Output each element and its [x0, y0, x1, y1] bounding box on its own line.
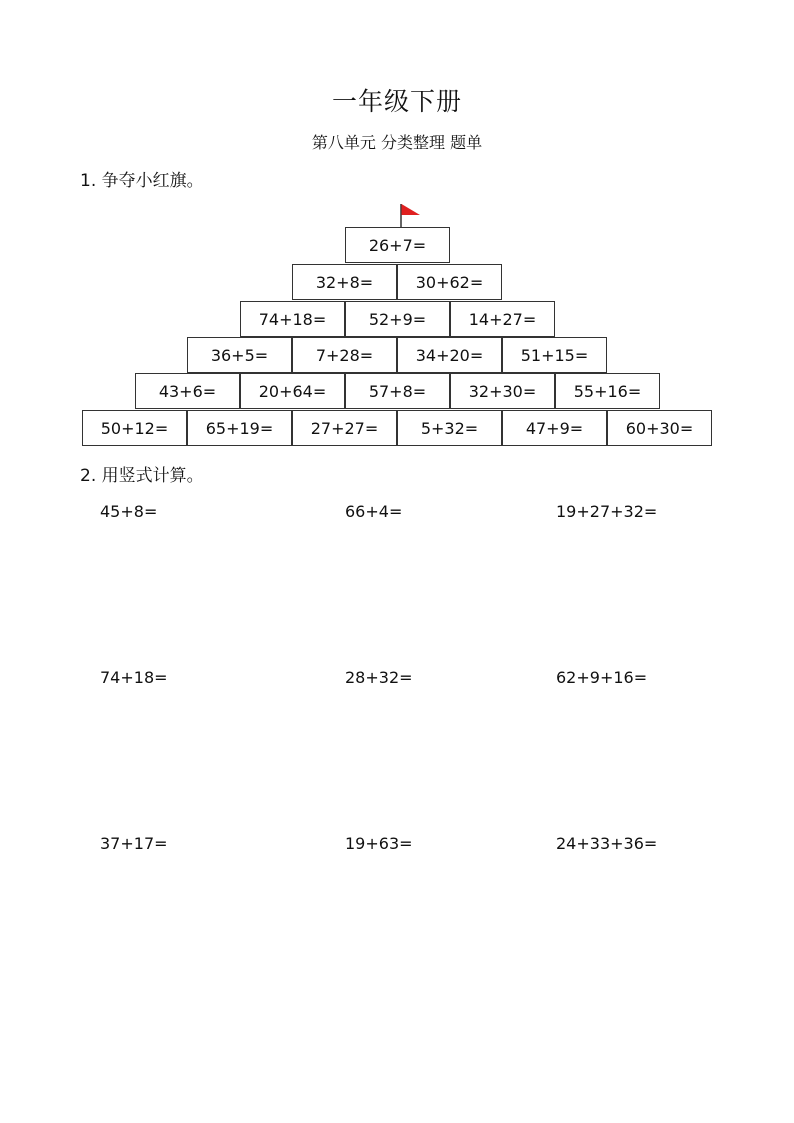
pyramid-cell: 55+16=	[555, 373, 660, 409]
pyramid-cell: 20+64=	[240, 373, 345, 409]
pyramid-cell: 74+18=	[240, 301, 345, 337]
pyramid-cell: 43+6=	[135, 373, 240, 409]
calc-problem: 24+33+36=	[556, 834, 658, 853]
page-title: 一年级下册	[331, 87, 462, 116]
pyramid-cell: 50+12=	[82, 410, 187, 446]
pyramid-cell: 32+8=	[292, 264, 397, 300]
pyramid-cell: 65+19=	[187, 410, 292, 446]
pyramid-cell: 30+62=	[397, 264, 502, 300]
pyramid-cell: 27+27=	[292, 410, 397, 446]
section-2-heading: 2. 用竖式计算。	[80, 466, 204, 486]
pyramid-cell: 52+9=	[345, 301, 450, 337]
pyramid-cell: 34+20=	[397, 337, 502, 373]
pyramid-cell: 36+5=	[187, 337, 292, 373]
page-subtitle: 第八单元 分类整理 题单	[311, 133, 483, 152]
pyramid-cell: 7+28=	[292, 337, 397, 373]
section-1-heading: 1. 争夺小红旗。	[80, 171, 204, 191]
pyramid-cell: 51+15=	[502, 337, 607, 373]
calc-problem: 62+9+16=	[556, 668, 648, 687]
calc-problem: 74+18=	[100, 668, 168, 687]
pyramid-cell: 47+9=	[502, 410, 607, 446]
pyramid-cell: 60+30=	[607, 410, 712, 446]
pyramid-cell: 5+32=	[397, 410, 502, 446]
calc-problem: 19+63=	[345, 834, 413, 853]
red-flag-icon	[398, 203, 422, 227]
pyramid-cell: 32+30=	[450, 373, 555, 409]
calc-problem: 45+8=	[100, 502, 158, 521]
pyramid-cell: 57+8=	[345, 373, 450, 409]
calc-problem: 37+17=	[100, 834, 168, 853]
pyramid-cell: 26+7=	[345, 227, 450, 263]
calc-problem: 19+27+32=	[556, 502, 658, 521]
calc-problem: 28+32=	[345, 668, 413, 687]
pyramid-cell: 14+27=	[450, 301, 555, 337]
calc-problem: 66+4=	[345, 502, 403, 521]
